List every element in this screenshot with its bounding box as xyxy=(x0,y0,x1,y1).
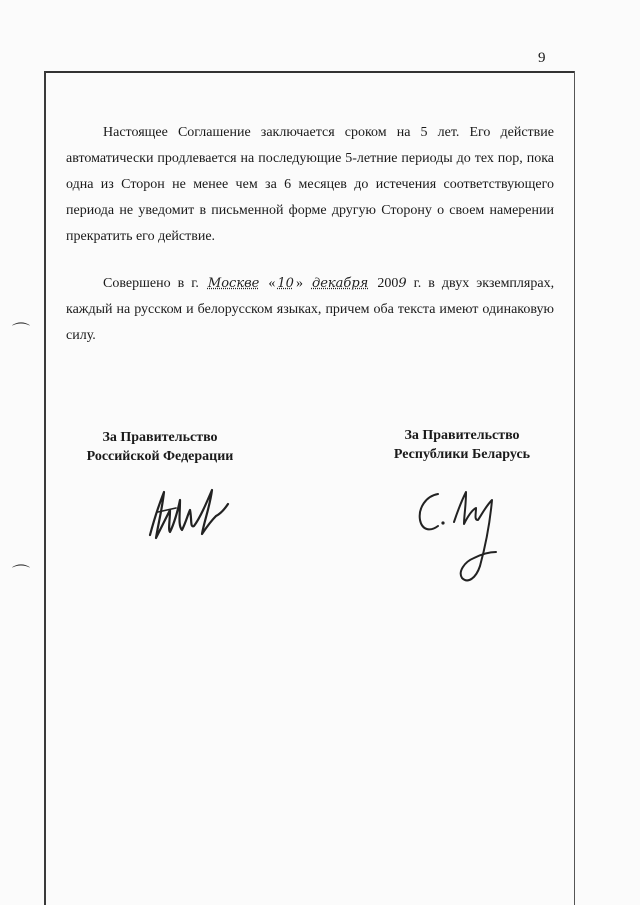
margin-mark-lower: ⌒ xyxy=(12,564,30,584)
handwritten-month: декабря xyxy=(311,276,369,291)
frame-right-line xyxy=(574,71,575,905)
term-paragraph xyxy=(66,120,554,250)
execution-paragraph xyxy=(66,271,554,349)
handwritten-year-digit: 9 xyxy=(398,276,407,291)
signatory-belarus-line2: Республики Беларусь xyxy=(393,447,531,462)
signature-russia xyxy=(140,480,250,550)
execution-suffix: г. в двух экземплярах, каждый на русском и белорусском языках, причем оба текста имеют одинаковую силу. xyxy=(66,276,555,343)
close-quote: » xyxy=(295,276,303,291)
margin-mark-upper: ⌒ xyxy=(12,322,30,342)
execution-prefix: Совершено в г. xyxy=(103,276,199,291)
page-number: 9 xyxy=(538,50,546,66)
frame-left-line xyxy=(44,71,46,905)
open-quote: « xyxy=(268,276,276,291)
signatory-russia-line1: За Правительство xyxy=(102,430,218,445)
signatory-russia xyxy=(70,428,250,466)
signature-belarus xyxy=(410,482,520,592)
term-paragraph-text: Настоящее Соглашение заключается сроком на 5 лет. Его действие автоматически продлевается на последующие 5-летние периоды до тех пор, пока одна из Сторон не менее чем за 6 месяцев до истечения соответствующего периода не уведомит в письменной форме другую Сторону о своем намерении прекратить его действие. xyxy=(66,125,554,244)
frame-top-line xyxy=(44,71,574,73)
handwritten-day: 10 xyxy=(277,276,294,291)
signatory-belarus xyxy=(372,426,552,464)
year-printed: 200 xyxy=(377,276,399,291)
signatory-russia-line2: Российской Федерации xyxy=(86,449,234,464)
signatory-belarus-line1: За Правительство xyxy=(404,428,520,443)
handwritten-city: Москве xyxy=(207,276,260,291)
